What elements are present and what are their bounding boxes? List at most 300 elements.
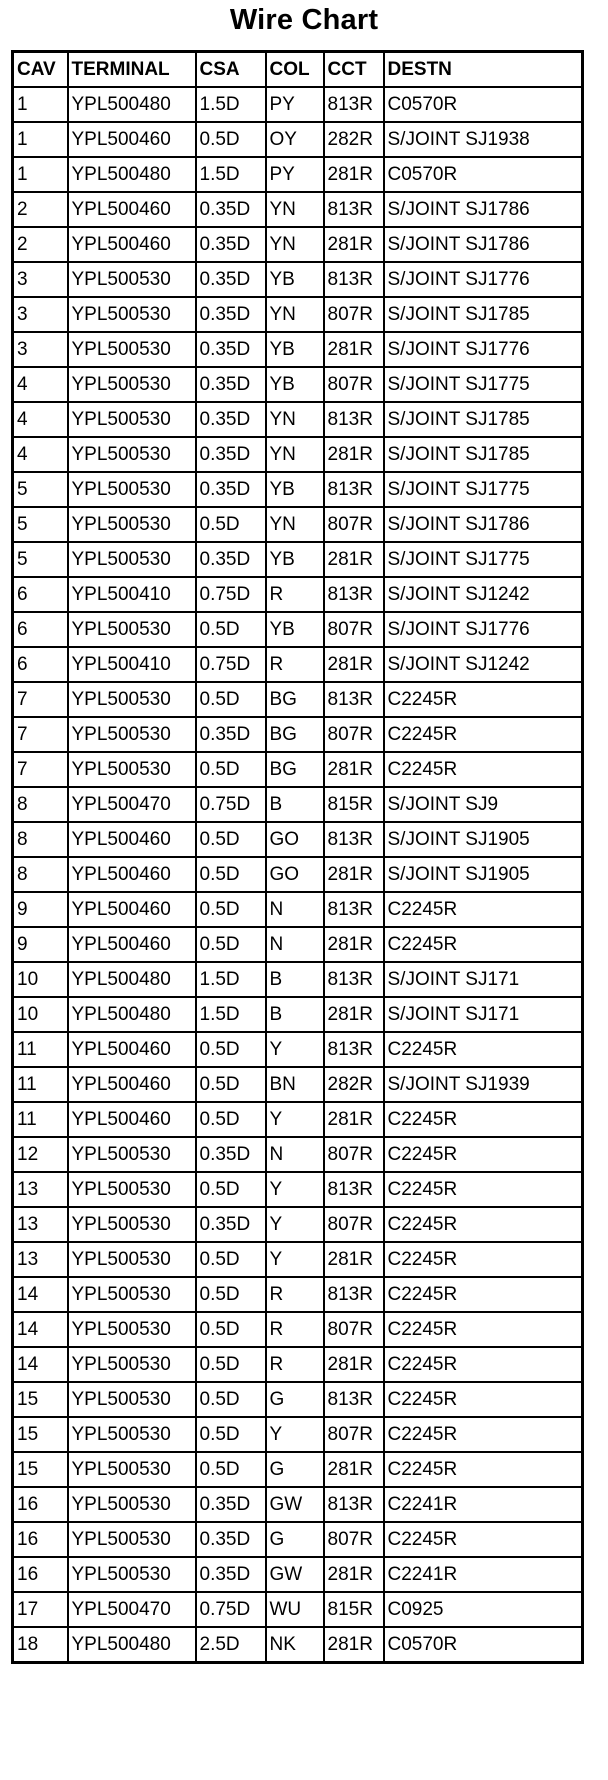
cell-cav: 14	[13, 1277, 68, 1312]
cell-csa: 0.5D	[196, 1067, 266, 1102]
cell-terminal: YPL500530	[68, 1137, 196, 1172]
cell-cav: 7	[13, 752, 68, 787]
cell-cct: 281R	[324, 437, 384, 472]
cell-terminal: YPL500530	[68, 332, 196, 367]
cell-terminal: YPL500530	[68, 1207, 196, 1242]
table-row	[13, 997, 583, 1032]
cell-col: YN	[266, 297, 324, 332]
cell-cav: 16	[13, 1487, 68, 1522]
cell-csa: 0.35D	[196, 1487, 266, 1522]
cell-terminal: YPL500480	[68, 1627, 196, 1663]
cell-destn: C2245R	[384, 1417, 583, 1452]
cell-col: Y	[266, 1417, 324, 1452]
cell-destn: C2245R	[384, 892, 583, 927]
cell-destn: S/JOINT SJ1905	[384, 822, 583, 857]
cell-cav: 2	[13, 192, 68, 227]
table-row	[13, 297, 583, 332]
table-header	[13, 52, 583, 88]
cell-destn: S/JOINT SJ1785	[384, 402, 583, 437]
table-row	[13, 1242, 583, 1277]
cell-col: YB	[266, 542, 324, 577]
cell-terminal: YPL500530	[68, 1417, 196, 1452]
table-row	[13, 787, 583, 822]
cell-cct: 807R	[324, 1137, 384, 1172]
cell-cct: 282R	[324, 1067, 384, 1102]
cell-csa: 1.5D	[196, 87, 266, 122]
cell-col: G	[266, 1522, 324, 1557]
cell-terminal: YPL500460	[68, 192, 196, 227]
cell-destn: C2245R	[384, 1452, 583, 1487]
cell-col: Y	[266, 1102, 324, 1137]
cell-destn: S/JOINT SJ1786	[384, 227, 583, 262]
cell-cct: 813R	[324, 192, 384, 227]
cell-terminal: YPL500530	[68, 1487, 196, 1522]
cell-terminal: YPL500460	[68, 822, 196, 857]
cell-csa: 0.5D	[196, 892, 266, 927]
cell-csa: 0.5D	[196, 1452, 266, 1487]
cell-col: BG	[266, 682, 324, 717]
cell-destn: C2245R	[384, 927, 583, 962]
cell-csa: 0.75D	[196, 787, 266, 822]
cell-cct: 813R	[324, 262, 384, 297]
cell-destn: C2245R	[384, 1347, 583, 1382]
cell-destn: C2245R	[384, 1207, 583, 1242]
cell-csa: 1.5D	[196, 997, 266, 1032]
cell-cct: 813R	[324, 892, 384, 927]
cell-terminal: YPL500410	[68, 577, 196, 612]
table-row	[13, 507, 583, 542]
table-row	[13, 1172, 583, 1207]
cell-terminal: YPL500480	[68, 962, 196, 997]
cell-col: N	[266, 1137, 324, 1172]
header-row	[13, 52, 583, 88]
cell-terminal: YPL500460	[68, 892, 196, 927]
cell-csa: 0.35D	[196, 262, 266, 297]
cell-cct: 807R	[324, 1522, 384, 1557]
cell-cct: 281R	[324, 857, 384, 892]
table-body	[13, 87, 583, 1663]
cell-csa: 0.35D	[196, 542, 266, 577]
cell-csa: 0.5D	[196, 122, 266, 157]
cell-col: YN	[266, 507, 324, 542]
cell-cct: 281R	[324, 752, 384, 787]
cell-cav: 8	[13, 822, 68, 857]
cell-cct: 813R	[324, 472, 384, 507]
header-cav: CAV	[13, 52, 68, 88]
cell-destn: C2245R	[384, 1382, 583, 1417]
cell-col: R	[266, 647, 324, 682]
cell-csa: 0.35D	[196, 297, 266, 332]
header-destn: DESTN	[384, 52, 583, 88]
cell-destn: S/JOINT SJ171	[384, 997, 583, 1032]
cell-cav: 14	[13, 1347, 68, 1382]
cell-terminal: YPL500530	[68, 1242, 196, 1277]
cell-cct: 281R	[324, 332, 384, 367]
cell-destn: S/JOINT SJ1939	[384, 1067, 583, 1102]
cell-cct: 807R	[324, 1312, 384, 1347]
cell-terminal: YPL500530	[68, 612, 196, 647]
cell-col: YB	[266, 472, 324, 507]
cell-cct: 807R	[324, 612, 384, 647]
cell-terminal: YPL500460	[68, 927, 196, 962]
cell-csa: 1.5D	[196, 962, 266, 997]
cell-col: YB	[266, 367, 324, 402]
cell-terminal: YPL500530	[68, 1452, 196, 1487]
cell-col: N	[266, 892, 324, 927]
cell-destn: C0570R	[384, 157, 583, 192]
table-row	[13, 1522, 583, 1557]
cell-cct: 813R	[324, 1382, 384, 1417]
cell-cct: 281R	[324, 1557, 384, 1592]
table-row	[13, 612, 583, 647]
cell-col: N	[266, 927, 324, 962]
cell-csa: 0.35D	[196, 1207, 266, 1242]
cell-terminal: YPL500530	[68, 717, 196, 752]
cell-cct: 281R	[324, 927, 384, 962]
cell-cct: 813R	[324, 87, 384, 122]
cell-cav: 15	[13, 1382, 68, 1417]
header-csa: CSA	[196, 52, 266, 88]
table-row	[13, 1487, 583, 1522]
cell-col: Y	[266, 1032, 324, 1067]
table-row	[13, 752, 583, 787]
cell-cct: 281R	[324, 227, 384, 262]
cell-csa: 0.5D	[196, 1032, 266, 1067]
cell-col: YN	[266, 192, 324, 227]
cell-csa: 0.35D	[196, 1522, 266, 1557]
cell-csa: 0.35D	[196, 402, 266, 437]
cell-cav: 7	[13, 717, 68, 752]
cell-csa: 0.35D	[196, 227, 266, 262]
cell-cav: 3	[13, 297, 68, 332]
cell-destn: S/JOINT SJ1775	[384, 472, 583, 507]
cell-col: YN	[266, 402, 324, 437]
cell-col: GW	[266, 1557, 324, 1592]
cell-col: B	[266, 997, 324, 1032]
cell-destn: C2245R	[384, 1172, 583, 1207]
cell-terminal: YPL500410	[68, 647, 196, 682]
cell-cav: 10	[13, 962, 68, 997]
cell-terminal: YPL500480	[68, 87, 196, 122]
table-row	[13, 1347, 583, 1382]
cell-terminal: YPL500530	[68, 437, 196, 472]
cell-col: YB	[266, 262, 324, 297]
cell-destn: C0925	[384, 1592, 583, 1627]
cell-terminal: YPL500530	[68, 262, 196, 297]
cell-col: Y	[266, 1242, 324, 1277]
table-row	[13, 892, 583, 927]
cell-destn: C2245R	[384, 717, 583, 752]
cell-destn: S/JOINT SJ1785	[384, 297, 583, 332]
cell-col: B	[266, 962, 324, 997]
cell-cct: 807R	[324, 367, 384, 402]
cell-cav: 9	[13, 927, 68, 962]
cell-terminal: YPL500460	[68, 1032, 196, 1067]
table-row	[13, 367, 583, 402]
cell-cct: 813R	[324, 1487, 384, 1522]
cell-cct: 807R	[324, 1207, 384, 1242]
cell-destn: S/JOINT SJ1776	[384, 612, 583, 647]
cell-cct: 281R	[324, 1627, 384, 1663]
cell-destn: S/JOINT SJ1776	[384, 262, 583, 297]
cell-cav: 1	[13, 157, 68, 192]
cell-terminal: YPL500530	[68, 367, 196, 402]
cell-col: YN	[266, 227, 324, 262]
cell-cav: 11	[13, 1032, 68, 1067]
cell-terminal: YPL500460	[68, 1102, 196, 1137]
cell-terminal: YPL500530	[68, 507, 196, 542]
cell-col: GO	[266, 857, 324, 892]
cell-cav: 6	[13, 647, 68, 682]
cell-cav: 18	[13, 1627, 68, 1663]
table-row	[13, 1382, 583, 1417]
cell-destn: C2245R	[384, 1277, 583, 1312]
cell-csa: 2.5D	[196, 1627, 266, 1663]
cell-cav: 16	[13, 1557, 68, 1592]
table-row	[13, 157, 583, 192]
cell-csa: 0.35D	[196, 367, 266, 402]
table-row	[13, 472, 583, 507]
cell-cct: 813R	[324, 682, 384, 717]
cell-terminal: YPL500470	[68, 787, 196, 822]
cell-csa: 0.5D	[196, 1312, 266, 1347]
cell-terminal: YPL500530	[68, 1382, 196, 1417]
table-row	[13, 262, 583, 297]
table-row	[13, 962, 583, 997]
cell-cct: 281R	[324, 157, 384, 192]
cell-destn: S/JOINT SJ1938	[384, 122, 583, 157]
cell-terminal: YPL500530	[68, 1277, 196, 1312]
table-row	[13, 822, 583, 857]
cell-csa: 0.5D	[196, 857, 266, 892]
cell-destn: C2245R	[384, 1242, 583, 1277]
cell-csa: 0.5D	[196, 822, 266, 857]
cell-destn: S/JOINT SJ1242	[384, 647, 583, 682]
cell-col: G	[266, 1452, 324, 1487]
cell-csa: 0.75D	[196, 577, 266, 612]
cell-cct: 815R	[324, 1592, 384, 1627]
cell-terminal: YPL500460	[68, 227, 196, 262]
cell-cav: 4	[13, 437, 68, 472]
cell-cct: 813R	[324, 962, 384, 997]
cell-cav: 16	[13, 1522, 68, 1557]
table-row	[13, 87, 583, 122]
table-row	[13, 1557, 583, 1592]
cell-col: PY	[266, 157, 324, 192]
cell-terminal: YPL500460	[68, 1067, 196, 1102]
cell-terminal: YPL500530	[68, 542, 196, 577]
cell-cav: 13	[13, 1172, 68, 1207]
cell-csa: 0.5D	[196, 927, 266, 962]
cell-cct: 281R	[324, 997, 384, 1032]
table-row	[13, 577, 583, 612]
table-row	[13, 332, 583, 367]
cell-col: Y	[266, 1207, 324, 1242]
cell-cct: 813R	[324, 1277, 384, 1312]
table-row	[13, 682, 583, 717]
cell-terminal: YPL500470	[68, 1592, 196, 1627]
cell-csa: 0.5D	[196, 1242, 266, 1277]
cell-destn: S/JOINT SJ1786	[384, 192, 583, 227]
table-row	[13, 1592, 583, 1627]
table-row	[13, 192, 583, 227]
cell-cav: 11	[13, 1067, 68, 1102]
table-row	[13, 857, 583, 892]
cell-cav: 2	[13, 227, 68, 262]
cell-destn: S/JOINT SJ171	[384, 962, 583, 997]
cell-cct: 807R	[324, 507, 384, 542]
cell-col: WU	[266, 1592, 324, 1627]
cell-destn: C2241R	[384, 1557, 583, 1592]
cell-col: YB	[266, 332, 324, 367]
cell-destn: S/JOINT SJ1775	[384, 367, 583, 402]
cell-cav: 5	[13, 542, 68, 577]
table-row	[13, 542, 583, 577]
table-row	[13, 1102, 583, 1137]
cell-cav: 14	[13, 1312, 68, 1347]
cell-terminal: YPL500530	[68, 1312, 196, 1347]
cell-cct: 282R	[324, 122, 384, 157]
table-row	[13, 1312, 583, 1347]
cell-csa: 0.75D	[196, 647, 266, 682]
cell-terminal: YPL500480	[68, 997, 196, 1032]
cell-csa: 0.35D	[196, 717, 266, 752]
table-row	[13, 402, 583, 437]
cell-csa: 0.35D	[196, 437, 266, 472]
header-col: COL	[266, 52, 324, 88]
wire-chart-table	[11, 50, 584, 1664]
cell-cav: 7	[13, 682, 68, 717]
cell-cav: 1	[13, 87, 68, 122]
cell-col: R	[266, 1312, 324, 1347]
cell-terminal: YPL500530	[68, 1522, 196, 1557]
cell-csa: 0.5D	[196, 1277, 266, 1312]
table-row	[13, 1067, 583, 1102]
cell-destn: C2245R	[384, 1032, 583, 1067]
cell-cct: 813R	[324, 1032, 384, 1067]
cell-cct: 281R	[324, 647, 384, 682]
cell-cav: 15	[13, 1417, 68, 1452]
cell-col: YB	[266, 612, 324, 647]
cell-csa: 0.5D	[196, 752, 266, 787]
cell-terminal: YPL500530	[68, 682, 196, 717]
cell-terminal: YPL500460	[68, 122, 196, 157]
cell-terminal: YPL500530	[68, 1557, 196, 1592]
cell-terminal: YPL500460	[68, 857, 196, 892]
cell-destn: C2245R	[384, 1102, 583, 1137]
cell-col: YN	[266, 437, 324, 472]
header-terminal: TERMINAL	[68, 52, 196, 88]
cell-csa: 0.5D	[196, 1382, 266, 1417]
cell-col: GO	[266, 822, 324, 857]
cell-csa: 0.5D	[196, 1102, 266, 1137]
cell-destn: C2245R	[384, 1312, 583, 1347]
cell-csa: 0.5D	[196, 682, 266, 717]
cell-destn: S/JOINT SJ1785	[384, 437, 583, 472]
cell-terminal: YPL500530	[68, 752, 196, 787]
cell-cav: 13	[13, 1207, 68, 1242]
table-row	[13, 1137, 583, 1172]
cell-cav: 8	[13, 787, 68, 822]
cell-col: G	[266, 1382, 324, 1417]
cell-terminal: YPL500530	[68, 297, 196, 332]
cell-cav: 13	[13, 1242, 68, 1277]
cell-destn: S/JOINT SJ1786	[384, 507, 583, 542]
cell-cav: 15	[13, 1452, 68, 1487]
cell-terminal: YPL500530	[68, 1347, 196, 1382]
table-row	[13, 1627, 583, 1663]
table-row	[13, 717, 583, 752]
cell-terminal: YPL500530	[68, 472, 196, 507]
table-row	[13, 437, 583, 472]
cell-cav: 6	[13, 577, 68, 612]
cell-terminal: YPL500530	[68, 402, 196, 437]
page-title: Wire Chart	[229, 4, 379, 36]
cell-col: R	[266, 577, 324, 612]
cell-destn: C2245R	[384, 682, 583, 717]
cell-csa: 0.75D	[196, 1592, 266, 1627]
cell-csa: 0.35D	[196, 192, 266, 227]
cell-col: OY	[266, 122, 324, 157]
cell-csa: 0.35D	[196, 472, 266, 507]
cell-destn: S/JOINT SJ1242	[384, 577, 583, 612]
cell-destn: S/JOINT SJ1775	[384, 542, 583, 577]
cell-cav: 9	[13, 892, 68, 927]
cell-cct: 813R	[324, 1172, 384, 1207]
cell-csa: 0.5D	[196, 1347, 266, 1382]
cell-col: R	[266, 1277, 324, 1312]
cell-csa: 1.5D	[196, 157, 266, 192]
cell-col: BN	[266, 1067, 324, 1102]
cell-csa: 0.5D	[196, 507, 266, 542]
cell-destn: S/JOINT SJ1905	[384, 857, 583, 892]
table-row	[13, 1417, 583, 1452]
cell-destn: C0570R	[384, 87, 583, 122]
cell-csa: 0.35D	[196, 1137, 266, 1172]
cell-cct: 281R	[324, 1452, 384, 1487]
table-row	[13, 122, 583, 157]
cell-cav: 1	[13, 122, 68, 157]
cell-cav: 17	[13, 1592, 68, 1627]
cell-col: PY	[266, 87, 324, 122]
cell-cct: 815R	[324, 787, 384, 822]
cell-col: BG	[266, 752, 324, 787]
cell-csa: 0.5D	[196, 1417, 266, 1452]
cell-cct: 807R	[324, 1417, 384, 1452]
table-row	[13, 647, 583, 682]
header-cct: CCT	[324, 52, 384, 88]
cell-cav: 5	[13, 472, 68, 507]
cell-destn: C2245R	[384, 1137, 583, 1172]
cell-cav: 4	[13, 402, 68, 437]
cell-cct: 807R	[324, 717, 384, 752]
cell-cct: 281R	[324, 1102, 384, 1137]
cell-cct: 281R	[324, 1242, 384, 1277]
table-row	[13, 1207, 583, 1242]
cell-cct: 813R	[324, 402, 384, 437]
cell-cav: 3	[13, 262, 68, 297]
table-row	[13, 227, 583, 262]
cell-destn: C0570R	[384, 1627, 583, 1663]
cell-terminal: YPL500530	[68, 1172, 196, 1207]
cell-csa: 0.5D	[196, 612, 266, 647]
cell-cct: 813R	[324, 577, 384, 612]
cell-cav: 10	[13, 997, 68, 1032]
cell-col: Y	[266, 1172, 324, 1207]
cell-cct: 807R	[324, 297, 384, 332]
cell-cav: 12	[13, 1137, 68, 1172]
table-row	[13, 1032, 583, 1067]
